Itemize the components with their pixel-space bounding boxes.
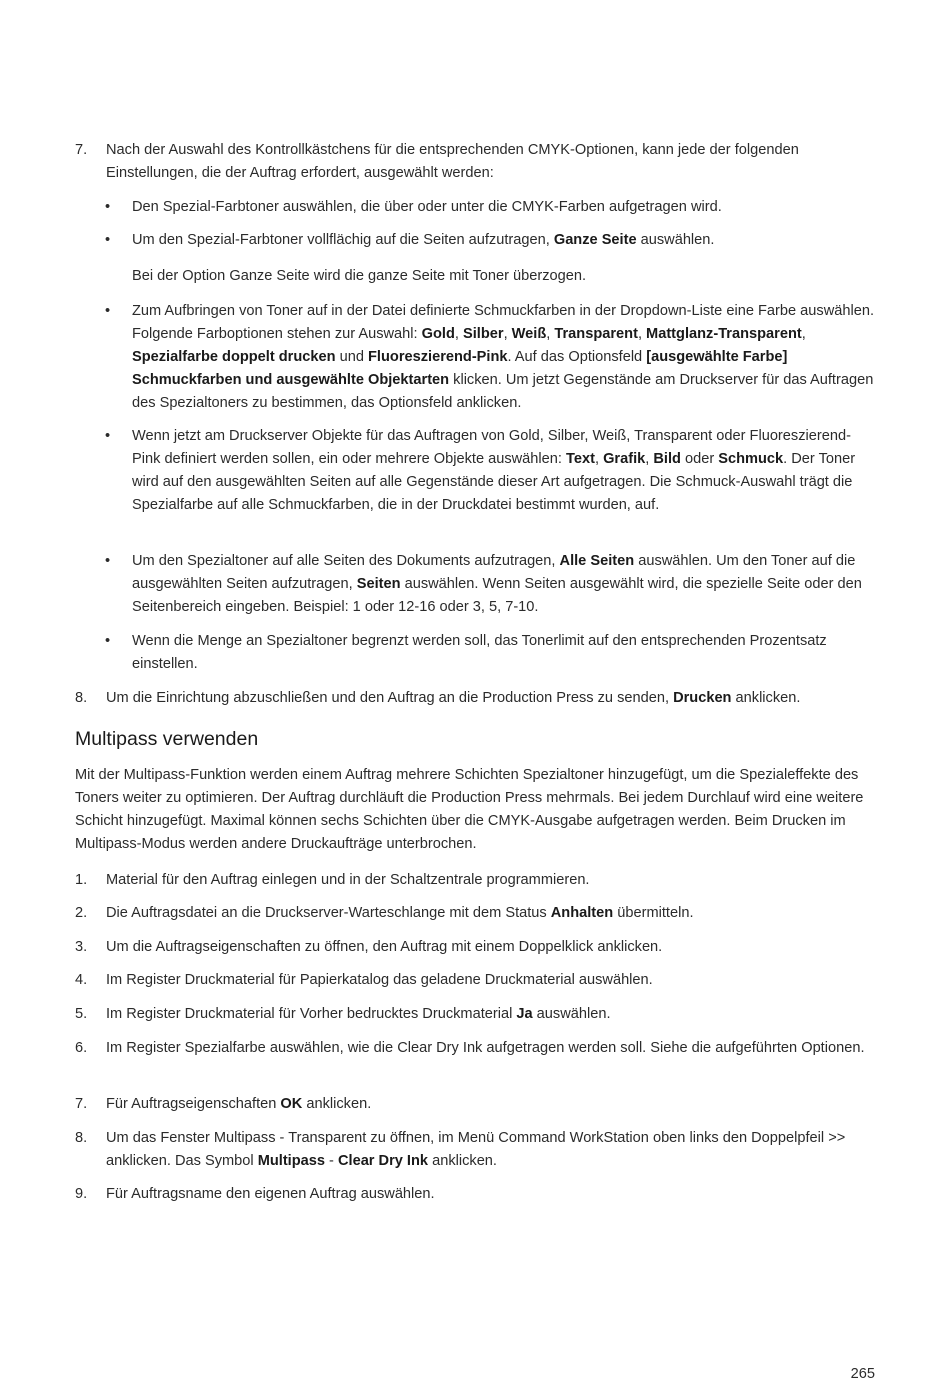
section-heading: Multipass verwenden <box>75 728 259 750</box>
keyword: Ganze Seite <box>553 232 637 248</box>
keyword: Transparent <box>554 326 638 342</box>
bullet-text: Wenn jetzt am Druckserver Objekte für das Auftragen von Gold, Silber, Weiß, Transparent oder Fluoreszierend-Pink definiert werden sollen, ein oder mehrere Objekte auswählen: Text, Grafik, Bild oder Schmuck. Der Toner wird auf den ausgewählten Seiten auf alle Gegenstände dieser Art aufgetragen. Die Schmuck-Auswahl trägt die Spezialfarbe auf alle Schmuckfarben, die in der Druckdatei bestimmt wurden, auf. <box>132 428 856 513</box>
bullet-text: Zum Aufbringen von Toner auf in der Datei definierte Schmuckfarben in der Dropdown-Liste eine Farbe auswählen. Folgende Farboptionen stehen zur Auswahl: Gold, Silber, Weiß, Transparent, Mattglanz-Transparent, Spezialfarbe doppelt drucken und Fluoreszierend-Pink. Auf das Optionsfeld [ausgewählte Farbe] Schmuckfarben und ausgewählte Objektarten klicken. Um jetzt Gegenstände am Druckserver für das Auftragen des Spezialtoners zu bestimmen, das Optionsfeld anklicken. <box>132 303 874 411</box>
bullet-dot: • <box>105 633 111 649</box>
keyword: Drucken <box>673 690 732 706</box>
keyword: Text <box>566 451 595 467</box>
step-text: Um die Auftragseigenschaften zu öffnen, den Auftrag mit einem Doppelklick anklicken. <box>106 939 663 955</box>
keyword: Anhalten <box>550 905 614 921</box>
step-number: 1. <box>75 872 88 888</box>
bullet-dot: • <box>105 303 111 319</box>
step-number: 4. <box>75 972 88 988</box>
step-text: Für Auftragseigenschaften OK anklicken. <box>106 1096 372 1112</box>
step-number: 8. <box>75 1130 88 1146</box>
keyword: Clear Dry Ink <box>337 1153 429 1169</box>
step-text: Um das Fenster Multipass - Transparent zu öffnen, im Menü Command WorkStation oben links den Doppelpfeil >> anklicken. Das Symbol Multipass - Clear Dry Ink anklicken. <box>106 1130 846 1169</box>
step-text: Im Register Druckmaterial für Papierkatalog das geladene Druckmaterial auswählen. <box>106 972 653 988</box>
keyword: Gold <box>421 326 455 342</box>
keyword: Multipass <box>257 1153 325 1169</box>
bullet-text: Wenn die Menge an Spezialtoner begrenzt werden soll, das Tonerlimit auf den entsprechenden Prozentsatz einstellen. <box>132 633 827 672</box>
step-text: Die Auftragsdatei an die Druckserver-Warteschlange mit dem Status Anhalten übermitteln. <box>106 905 694 921</box>
step-number: 3. <box>75 939 88 955</box>
keyword: Alle Seiten <box>559 553 635 569</box>
keyword: Silber <box>463 326 504 342</box>
section-paragraph: Mit der Multipass-Funktion werden einem Auftrag mehrere Schichten Spezialtoner hinzugefügt, um die Spezialeffekte des Toners weiter zu optimieren. Der Auftrag durchläuft die Production Press mehrmals. Bei jedem Durchlauf wird eine weitere Schicht hinzugefügt. Maximal können sechs Schichten über die CMYK-Ausgabe aufgetragen werden. Beim Drucken im Multipass-Modus werden andere Druckaufträge unterbrochen. <box>75 767 864 852</box>
list-number: 7. <box>75 142 88 158</box>
bullet-dot: • <box>105 553 111 569</box>
step-number: 9. <box>75 1186 88 1202</box>
step-number: 2. <box>75 905 88 921</box>
step-number: 6. <box>75 1040 88 1056</box>
keyword: Grafik <box>603 451 646 467</box>
note-text: Bei der Option Ganze Seite wird die ganze Seite mit Toner überzogen. <box>132 268 587 284</box>
step-text: Im Register Druckmaterial für Vorher bedrucktes Druckmaterial Ja auswählen. <box>106 1006 611 1022</box>
list-text: Nach der Auswahl des Kontrollkästchens für die entsprechenden CMYK-Optionen, kann jede der folgenden Einstellungen, die der Auftrag erfordert, ausgewählt werden: <box>106 142 799 181</box>
keyword: Schmuck <box>718 451 784 467</box>
keyword: OK <box>280 1096 303 1112</box>
keyword: Weiß <box>511 326 547 342</box>
keyword: Ja <box>516 1006 533 1022</box>
page-number: 265 <box>850 1366 875 1382</box>
step-text: Material für den Auftrag einlegen und in der Schaltzentrale programmieren. <box>106 872 590 888</box>
bullet-dot: • <box>105 428 111 444</box>
bullet-text: Den Spezial-Farbtoner auswählen, die über oder unter die CMYK-Farben aufgetragen wird. <box>132 199 722 215</box>
step-number: 5. <box>75 1006 88 1022</box>
keyword: Spezialfarbe doppelt drucken <box>132 349 336 365</box>
keyword: Mattglanz-Transparent <box>646 326 802 342</box>
keyword: Bild <box>653 451 681 467</box>
list-number: 8. <box>75 690 88 706</box>
bullet-dot: • <box>105 199 111 215</box>
bullet-text: Um den Spezial-Farbtoner vollflächig auf die Seiten aufzutragen, Ganze Seite auswählen. <box>132 232 715 248</box>
bullet-dot: • <box>105 232 111 248</box>
bullet-text: Um den Spezialtoner auf alle Seiten des Dokuments aufzutragen, Alle Seiten auswählen. Um den Toner auf die ausgewählten Seiten aufzutragen, Seiten auswählen. Wenn Seiten ausgewählt wird, die spezielle Seite oder den Seitenbereich eingeben. Beispiel: 1 oder 12-16 oder 3, 5, 7-10. <box>132 553 862 615</box>
step-number: 7. <box>75 1096 88 1112</box>
keyword: Seiten <box>356 576 401 592</box>
list-text: Um die Einrichtung abzuschließen und den Auftrag an die Production Press zu senden, Drucken anklicken. <box>106 690 801 706</box>
keyword: [ausgewählte Farbe] Schmuckfarben und ausgewählte Objektarten <box>132 349 788 388</box>
step-text: Im Register Spezialfarbe auswählen, wie die Clear Dry Ink aufgetragen werden soll. Siehe die aufgeführten Optionen. <box>106 1040 865 1056</box>
keyword: Fluoreszierend-Pink <box>368 349 508 365</box>
step-text: Für Auftragsname den eigenen Auftrag auswählen. <box>106 1186 435 1202</box>
